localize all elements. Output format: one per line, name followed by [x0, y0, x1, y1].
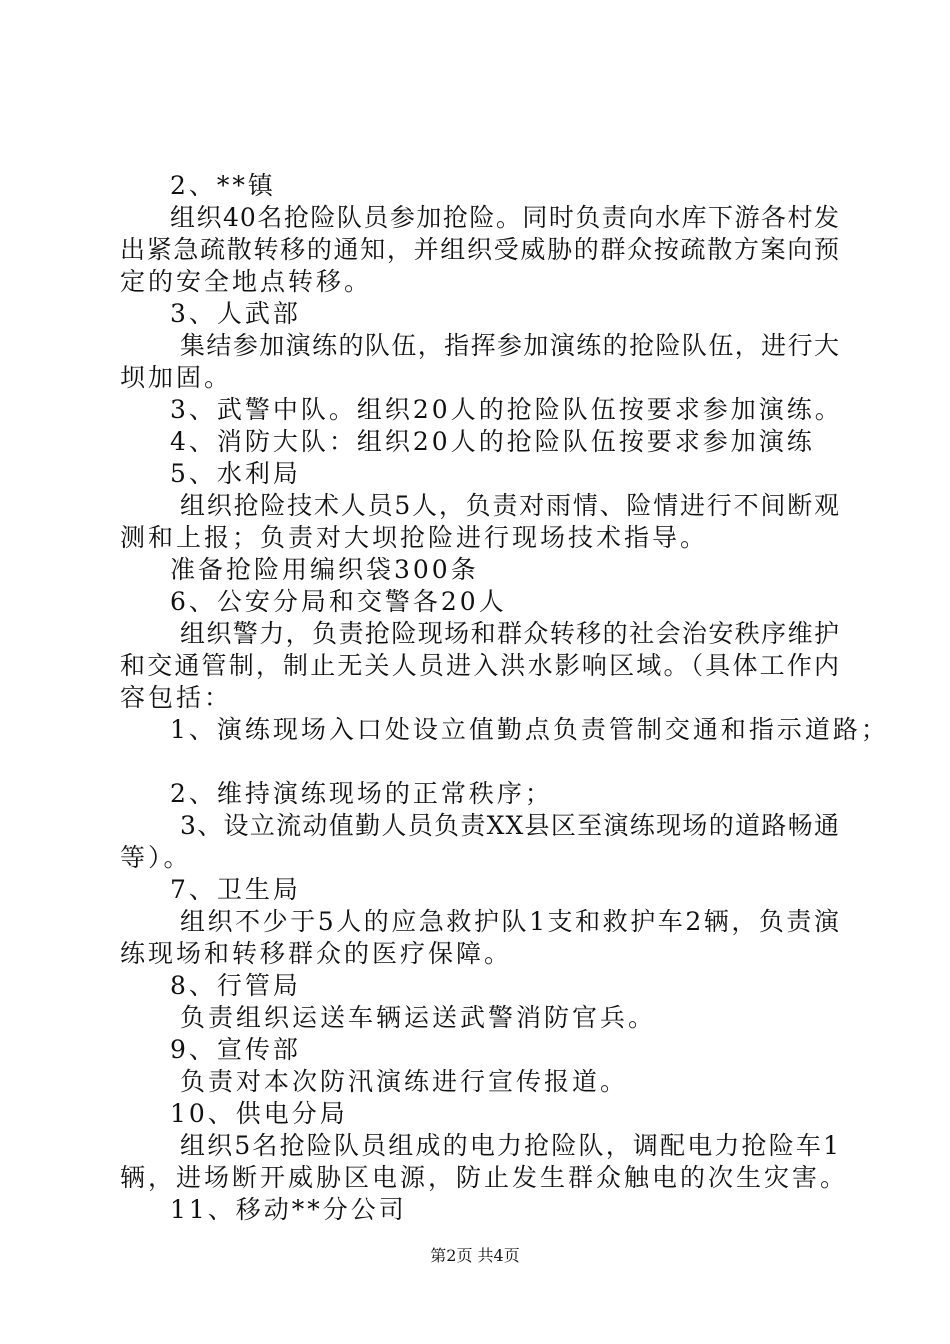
- paragraph-line: 3、武警中队。组织20人的抢险队伍按要求参加演练。: [170, 395, 843, 424]
- section-heading: 5、水利局: [170, 459, 301, 488]
- list-item: 3、设立流动值勤人员负责XX县区至演练现场的道路畅通: [180, 811, 840, 840]
- paragraph-line: 出紧急疏散转移的通知，并组织受威胁的群众按疏散方案向预: [120, 235, 840, 264]
- list-item: 2、维持演练现场的正常秩序；: [170, 779, 553, 808]
- section-heading: 10、供电分局: [170, 1099, 348, 1128]
- document-body: [120, 170, 889, 1226]
- paragraph-line: 组织警力，负责抢险现场和群众转移的社会治安秩序维护: [180, 619, 840, 648]
- section-heading: 2、**镇: [170, 171, 276, 200]
- paragraph-line: 4、消防大队：组织20人的抢险队伍按要求参加演练: [170, 427, 815, 456]
- paragraph-line: 集结参加演练的队伍，指挥参加演练的抢险队伍，进行大: [180, 331, 840, 360]
- paragraph-line: 负责组织运送车辆运送武警消防官兵。: [180, 1003, 657, 1032]
- paragraph-line: 组织抢险技术人员5人，负责对雨情、险情进行不间断观: [180, 491, 840, 520]
- paragraph-line: 定的安全地点转移。: [120, 267, 373, 296]
- paragraph-line: 组织40名抢险队员参加抢险。同时负责向水库下游各村发: [170, 203, 840, 232]
- list-item: 1、演练现场入口处设立值勤点负责管制交通和指示道路；: [170, 715, 889, 744]
- section-heading: 3、人武部: [170, 299, 301, 328]
- section-heading: 8、行管局: [170, 971, 301, 1000]
- section-heading: 6、公安分局和交警各20人: [170, 587, 507, 616]
- blank-line: [120, 746, 840, 778]
- paragraph-line: 负责对本次防汛演练进行宣传报道。: [180, 1067, 629, 1096]
- section-heading: 7、卫生局: [170, 875, 301, 904]
- paragraph-line: 测和上报；负责对大坝抢险进行现场技术指导。: [120, 523, 709, 552]
- paragraph-line: 和交通管制，制止无关人员进入洪水影响区域。（具体工作内: [120, 651, 840, 680]
- paragraph-line: 组织5名抢险队员组成的电力抢险队，调配电力抢险车1: [180, 1131, 840, 1160]
- paragraph-line: 容包括：: [120, 683, 233, 712]
- paragraph-line: 辆，进场断开威胁区电源，防止发生群众触电的次生灾害。: [120, 1163, 849, 1192]
- section-heading: 9、宣传部: [170, 1035, 301, 1064]
- paragraph-line: 组织不少于5人的应急救护队1支和救护车2辆，负责演: [180, 907, 840, 936]
- page-number-footer: 第2页 共4页: [430, 1246, 520, 1265]
- paragraph-line: 准备抢险用编织袋300条: [170, 555, 479, 584]
- paragraph-line: 等）。: [120, 843, 192, 872]
- section-heading: 11、移动**分公司: [170, 1195, 407, 1224]
- paragraph-line: 坝加固。: [120, 363, 233, 392]
- paragraph-line: 练现场和转移群众的医疗保障。: [120, 939, 513, 968]
